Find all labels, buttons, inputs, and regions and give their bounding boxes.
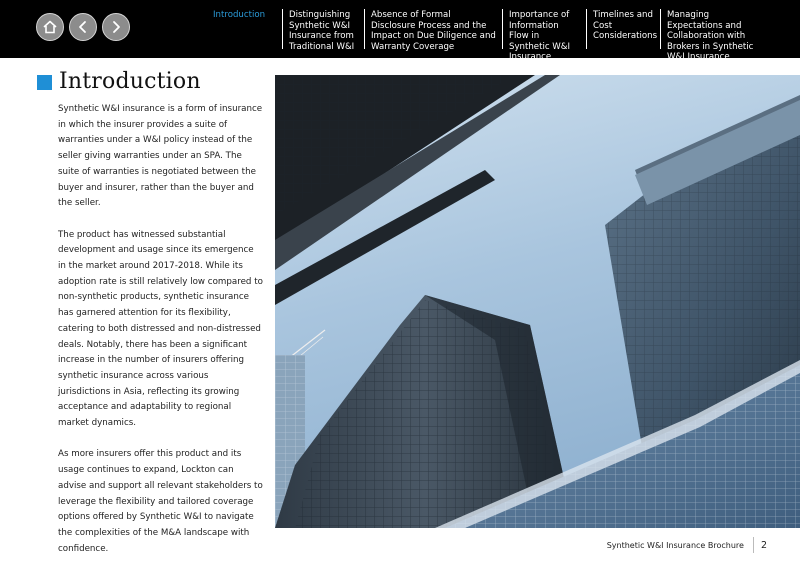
tab-absence-of-disclosure[interactable]: Absence of Formal Disclosure Process and the Impact on Due Diligence and Warranty Coverage	[364, 9, 502, 49]
tab-introduction[interactable]: Introduction	[213, 10, 266, 20]
home-icon	[42, 19, 58, 35]
hero-image-skyscrapers	[275, 75, 800, 528]
paragraph: As more insurers offer this product and its usage continues to expand, Lockton can advise and support all relevant stakeholders to leverage the flexibility and tailored coverage options offered by Synthetic W&I to navigate the complexities of the M&A landscape with confidence.	[58, 449, 263, 554]
page-title: Introduction	[59, 69, 201, 94]
section-heading	[37, 69, 201, 94]
accent-square	[37, 75, 52, 90]
page-number: 2	[760, 539, 767, 551]
chevron-left-icon	[76, 20, 90, 34]
home-button[interactable]	[36, 13, 64, 41]
skyscraper-illustration	[275, 75, 800, 528]
tab-managing-expectations[interactable]: Managing Expectations and Collaboration with Brokers in Synthetic W&I Insurance	[660, 9, 770, 49]
chevron-right-icon	[109, 20, 123, 34]
forward-button[interactable]	[102, 13, 130, 41]
tab-distinguishing-synthetic[interactable]: Distinguishing Synthetic W&I Insurance from Traditional W&I	[282, 9, 364, 49]
body-copy	[58, 102, 263, 573]
nav-buttons	[0, 0, 207, 41]
back-button[interactable]	[69, 13, 97, 41]
paragraph: The product has witnessed substantial development and usage since its emergence in the market around 2017-2018. While its adoption rate is still relatively low compared to non-synthetic products, synthetic insurance has garnered attention for its flexibility, catering to both distressed and non-distressed deals. Notably, there has been a significant increase in the number of insurers offering synthetic insurance across various jurisdictions in Asia, reflecting its growing acceptance and adaptability to regional market dynamics.	[58, 229, 263, 429]
paragraph: Synthetic W&I insurance is a form of insurance in which the insurer provides a suite of warranties under a W&I policy instead of the seller giving warranties under an SPA. The suite of warranties is negotiated between the buyer and insurer, rather than the buyer and the seller.	[58, 104, 263, 209]
footer-doc-title: Synthetic W&I Insurance Brochure	[606, 540, 744, 550]
tab-timelines-cost[interactable]: Timelines and Cost Considerations	[586, 9, 660, 49]
section-tabs	[207, 0, 770, 62]
page-footer	[607, 537, 767, 553]
footer-divider	[753, 537, 754, 553]
tab-information-flow[interactable]: Importance of Information Flow in Synthetic W&I Insurance	[502, 9, 586, 49]
top-nav-bar	[0, 0, 800, 62]
